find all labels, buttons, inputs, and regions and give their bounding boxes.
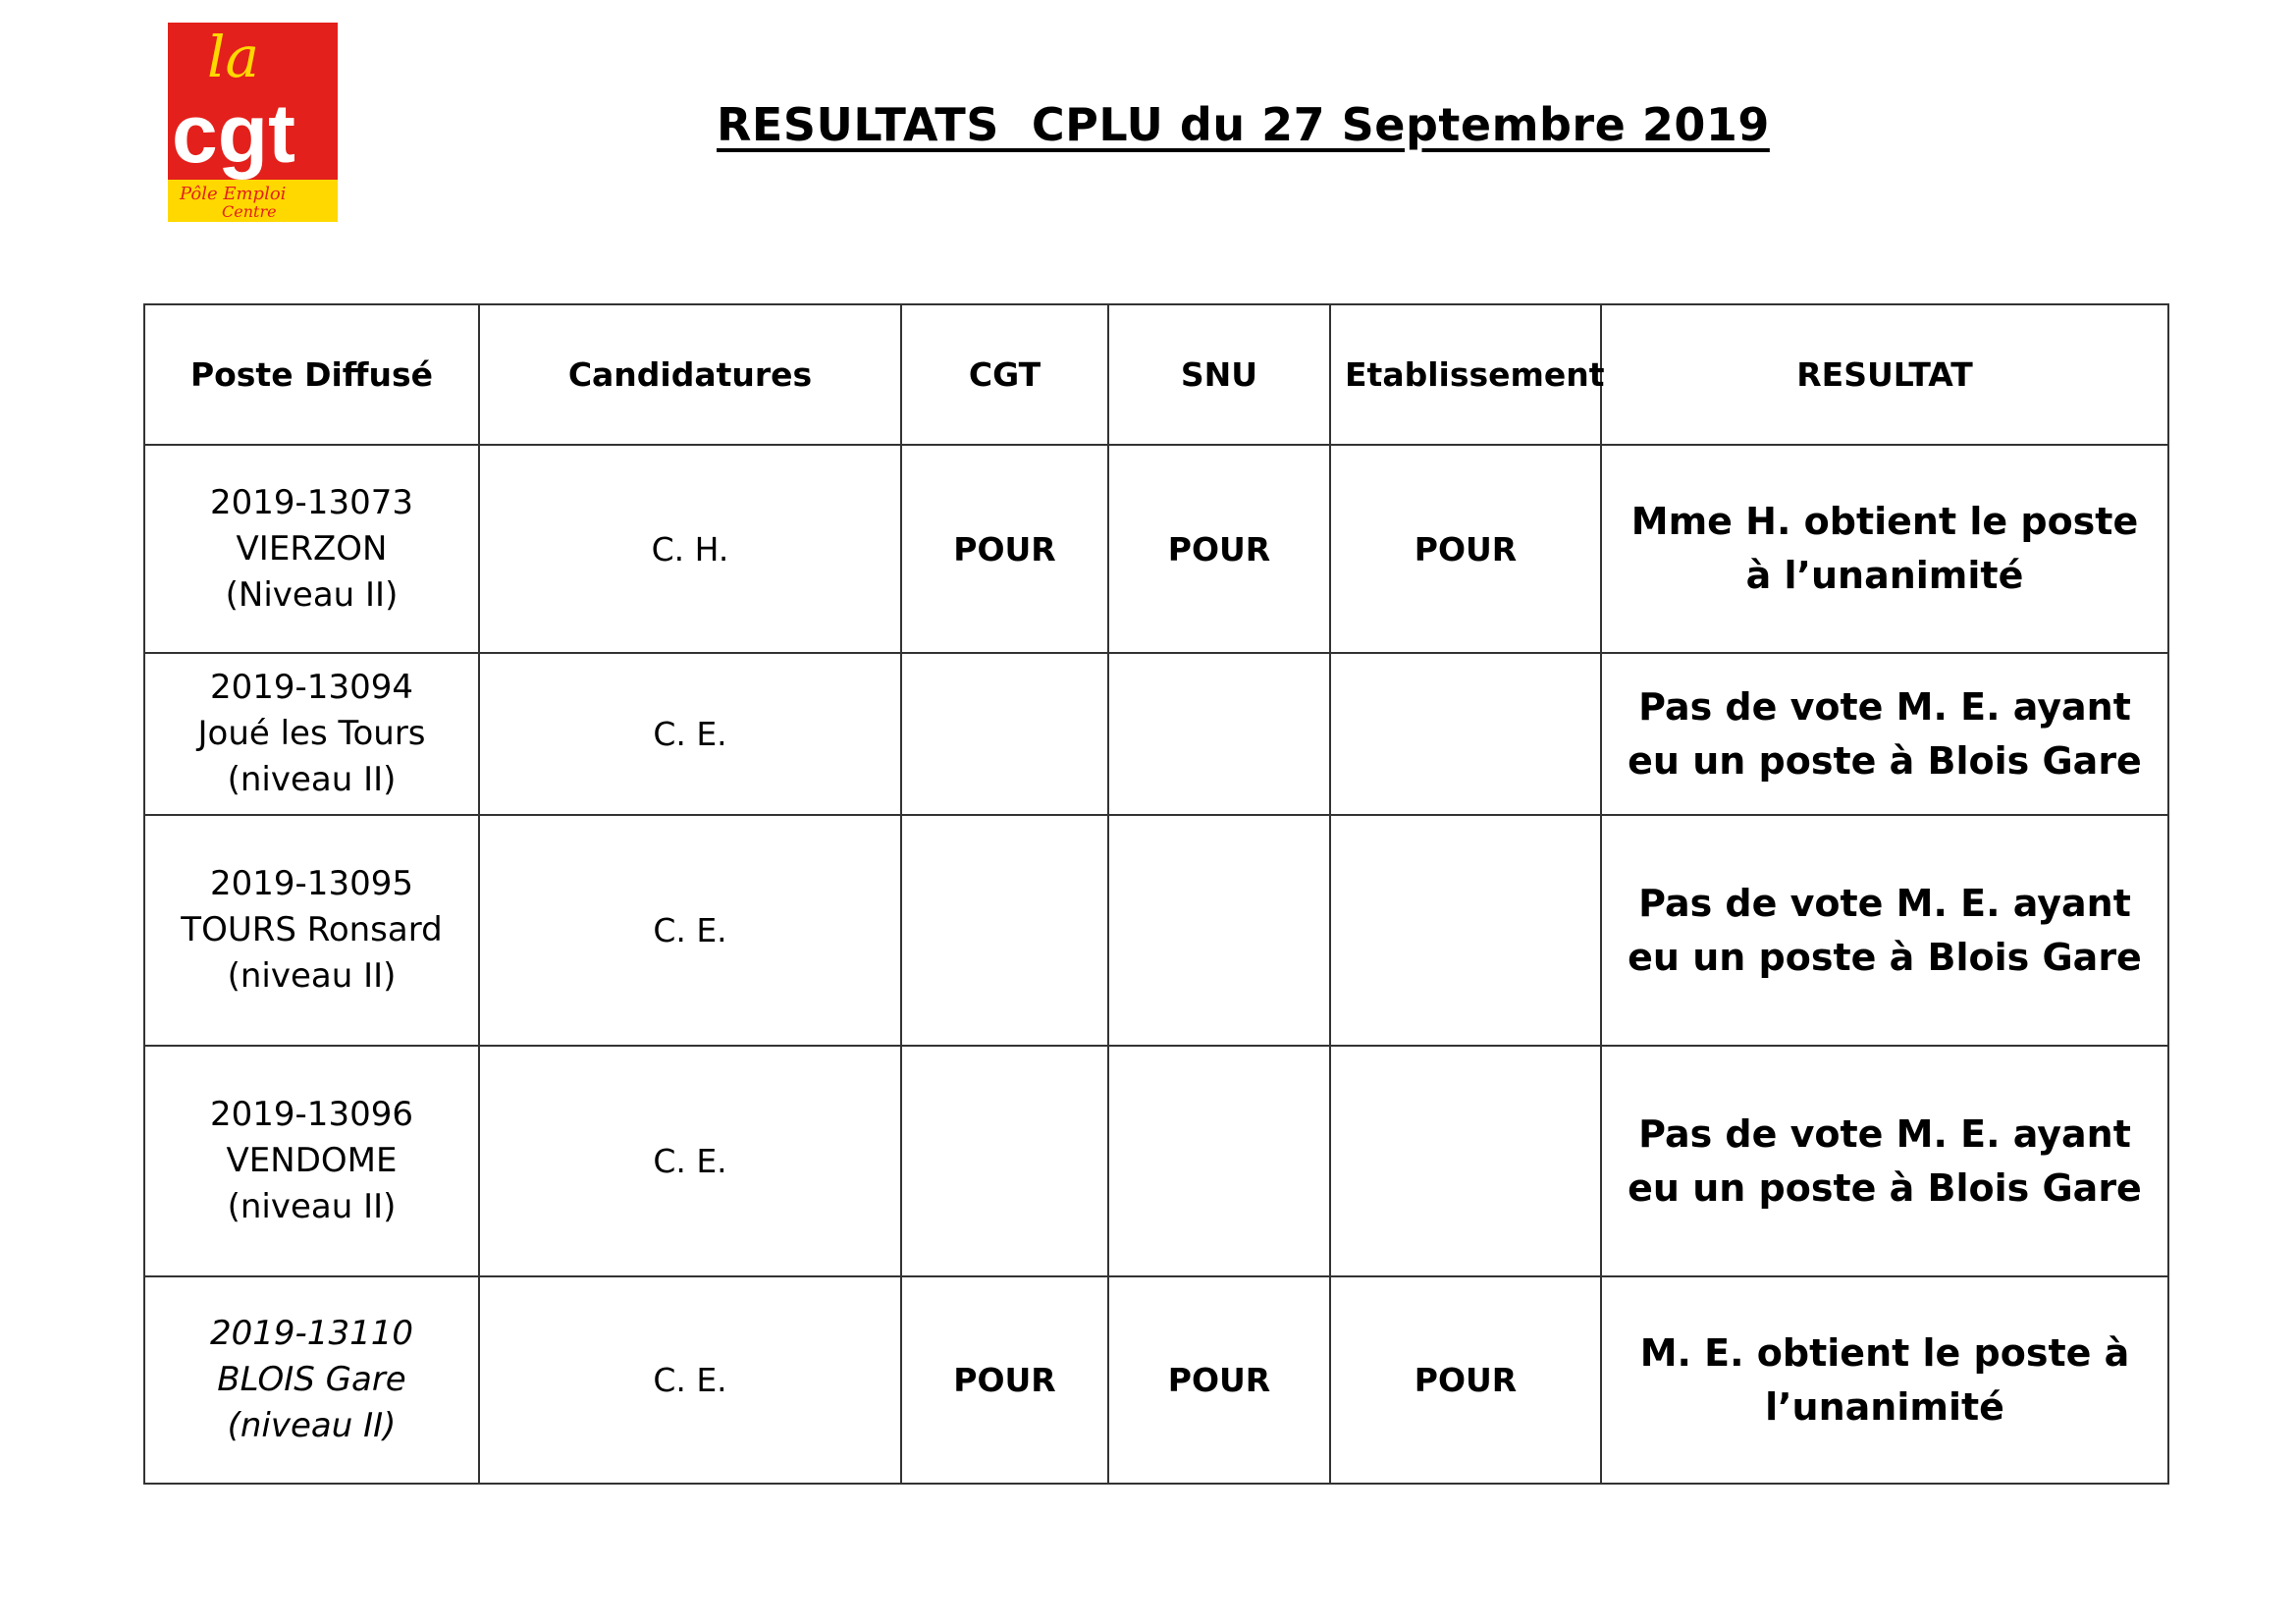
poste-level: (niveau II) — [227, 956, 397, 996]
poste-number: 2019-13110 — [210, 1314, 413, 1353]
header-snu: SNU — [1108, 304, 1330, 445]
table-row — [144, 653, 2168, 815]
snu-vote-cell — [1108, 653, 1330, 815]
table-header-row — [144, 304, 2168, 445]
poste-cell — [144, 815, 479, 1046]
etablissement-vote-cell: POUR — [1330, 1276, 1601, 1484]
table-row — [144, 445, 2168, 653]
svg-text:Centre: Centre — [222, 202, 277, 221]
candidature-cell: C. E. — [479, 653, 901, 815]
resultat-cell: M. E. obtient le poste à l’unanimité — [1601, 1276, 2168, 1484]
table-row — [144, 1046, 2168, 1276]
poste-cell — [144, 1046, 479, 1276]
header-poste-diffuse: Poste Diffusé — [144, 304, 479, 445]
poste-location: Joué les Tours — [197, 714, 426, 753]
header-resultat: RESULTAT — [1601, 304, 2168, 445]
table-row — [144, 1276, 2168, 1484]
poste-level: (Niveau II) — [225, 574, 399, 615]
cgt-vote-cell — [901, 653, 1108, 815]
cgt-vote-cell: POUR — [901, 445, 1108, 653]
poste-number: 2019-13073 — [210, 482, 413, 522]
resultat-cell: Pas de vote M. E. ayant eu un poste à Blois Gare — [1601, 815, 2168, 1046]
etablissement-vote-cell — [1330, 1046, 1601, 1276]
poste-location: TOURS Ronsard — [181, 910, 443, 949]
etablissement-vote-cell — [1330, 653, 1601, 815]
table-row — [144, 815, 2168, 1046]
cgt-vote-cell — [901, 815, 1108, 1046]
snu-vote-cell — [1108, 1046, 1330, 1276]
snu-vote-cell: POUR — [1108, 445, 1330, 653]
candidature-cell: C. E. — [479, 1276, 901, 1484]
svg-text:Pôle Emploi: Pôle Emploi — [180, 184, 287, 204]
header-cgt: CGT — [901, 304, 1108, 445]
poste-cell — [144, 445, 479, 653]
poste-cell — [144, 1276, 479, 1484]
poste-location: VIERZON — [236, 528, 388, 568]
etablissement-vote-cell — [1330, 815, 1601, 1046]
etablissement-vote-cell: POUR — [1330, 445, 1601, 653]
poste-number: 2019-13095 — [210, 864, 413, 903]
svg-text:la: la — [207, 24, 260, 90]
candidature-cell: C. H. — [479, 445, 901, 653]
snu-vote-cell — [1108, 815, 1330, 1046]
cgt-logo — [168, 23, 338, 222]
poste-level: (niveau II) — [227, 760, 397, 799]
header-etablissement: Etablissement — [1330, 304, 1601, 445]
svg-text:cgt: cgt — [172, 87, 295, 180]
poste-location: VENDOME — [226, 1141, 398, 1180]
poste-level: (niveau II) — [227, 1187, 397, 1226]
resultat-cell: Pas de vote M. E. ayant eu un poste à Blois Gare — [1601, 653, 2168, 815]
resultat-cell: Mme H. obtient le poste à l’unanimité — [1601, 445, 2168, 653]
candidature-cell: C. E. — [479, 815, 901, 1046]
resultat-cell: Pas de vote M. E. ayant eu un poste à Blois Gare — [1601, 1046, 2168, 1276]
poste-number: 2019-13096 — [210, 1095, 413, 1134]
poste-location: BLOIS Gare — [217, 1360, 406, 1399]
cgt-vote-cell: POUR — [901, 1276, 1108, 1484]
poste-number: 2019-13094 — [210, 668, 413, 707]
poste-cell — [144, 653, 479, 815]
cgt-vote-cell — [901, 1046, 1108, 1276]
page-title: RESULTATS CPLU du 27 Septembre 2019 — [717, 98, 1770, 151]
header-candidatures: Candidatures — [479, 304, 901, 445]
snu-vote-cell: POUR — [1108, 1276, 1330, 1484]
poste-level: (niveau II) — [227, 1406, 397, 1445]
results-table — [143, 303, 2169, 1485]
candidature-cell: C. E. — [479, 1046, 901, 1276]
